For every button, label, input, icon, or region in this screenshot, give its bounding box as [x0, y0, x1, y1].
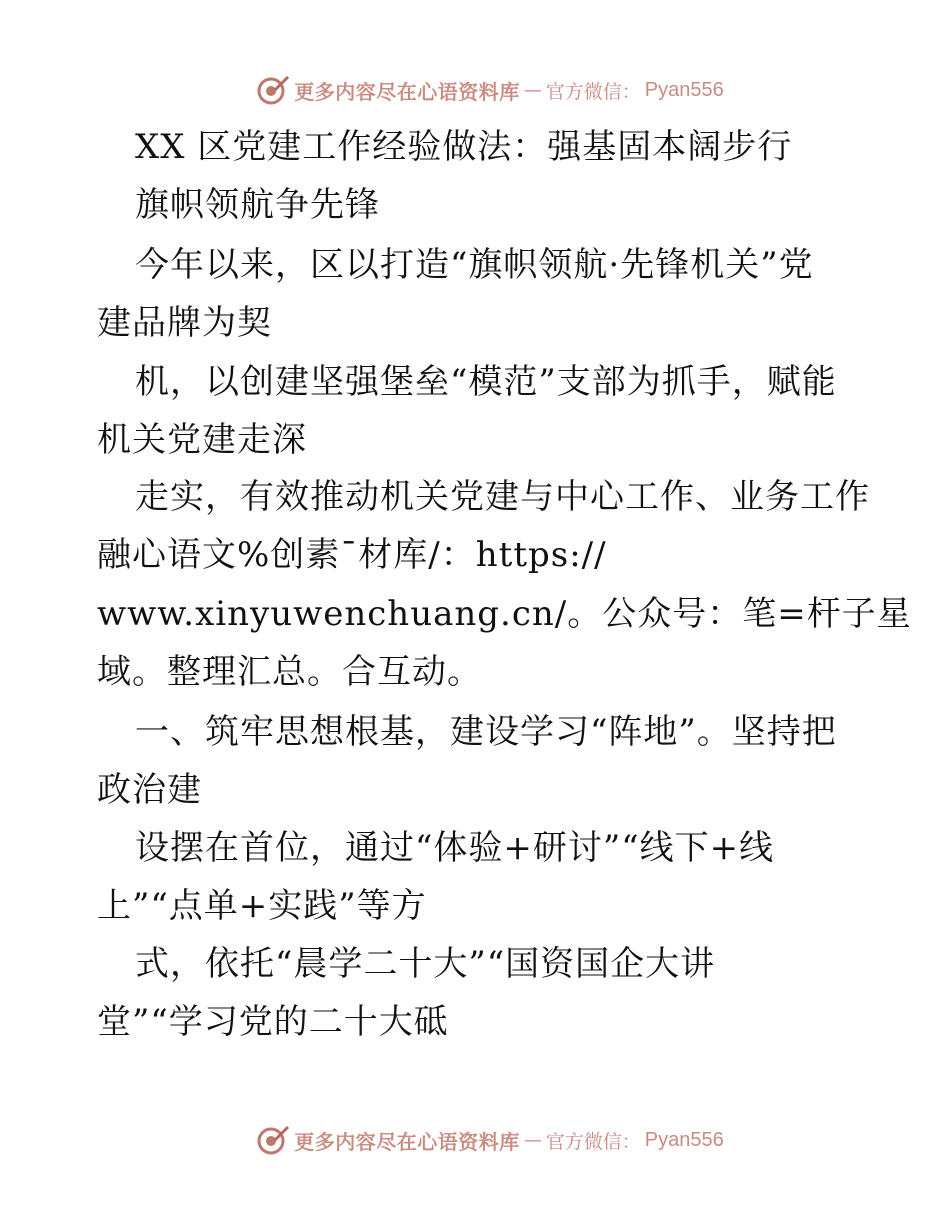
- section-heading-line: 一、筑牢思想根基，建设学习“阵地”。坚持把: [135, 712, 837, 752]
- paragraph-line: 式，依托“晨学二十大”“国资国企大讲: [135, 944, 716, 984]
- watermark-wechat-label: 官方微信：: [545, 1130, 641, 1153]
- document-subtitle: 旗帜领航争先锋: [135, 185, 380, 225]
- paragraph-line: 机，以创建坚强堡垒“模范”支部为抓手，赋能: [135, 362, 837, 402]
- paragraph-line: 走实，有效推动机关党建与中心工作、业务工作: [135, 477, 870, 517]
- paragraph-line: 融心语文%创素¯材库/：https://: [97, 535, 607, 575]
- paragraph-line: 域。整理汇总。合互动。: [97, 652, 482, 692]
- paragraph-line: 堂”“学习党的二十大砥: [97, 1002, 449, 1042]
- watermark-separator: —: [523, 1129, 542, 1151]
- watermark-separator: —: [523, 79, 542, 101]
- watermark-wechat-label: 官方微信：: [545, 80, 641, 103]
- pen-seal-icon: [256, 1123, 290, 1157]
- paragraph-line: 今年以来，区以打造“旗帜领航·先锋机关”党: [135, 245, 814, 285]
- paragraph-line: 设摆在首位，通过“体验+研讨”“线下+线: [135, 828, 775, 868]
- watermark-wechat-id: Pyan556: [644, 78, 724, 101]
- paragraph-line: 政治建: [97, 770, 202, 810]
- header-watermark: [0, 70, 950, 110]
- pen-seal-icon: [256, 73, 290, 107]
- paragraph-line: 建品牌为契: [97, 303, 272, 343]
- footer-watermark: [0, 1120, 950, 1160]
- watermark-text: 更多内容尽在心语资料库: [294, 79, 520, 104]
- watermark-group: [256, 73, 723, 107]
- document-title: XX 区党建工作经验做法：强基固本阔步行: [135, 127, 793, 167]
- watermark-group: [256, 1123, 723, 1157]
- watermark-text: 更多内容尽在心语资料库: [294, 1129, 520, 1154]
- watermark-wechat-id: Pyan556: [644, 1128, 724, 1151]
- paragraph-line: www.xinyuwenchuang.cn/。公众号：笔=杆子星: [97, 594, 912, 634]
- paragraph-line: 机关党建走深: [97, 420, 307, 460]
- paragraph-line: 上”“点单+实践”等方: [97, 886, 427, 926]
